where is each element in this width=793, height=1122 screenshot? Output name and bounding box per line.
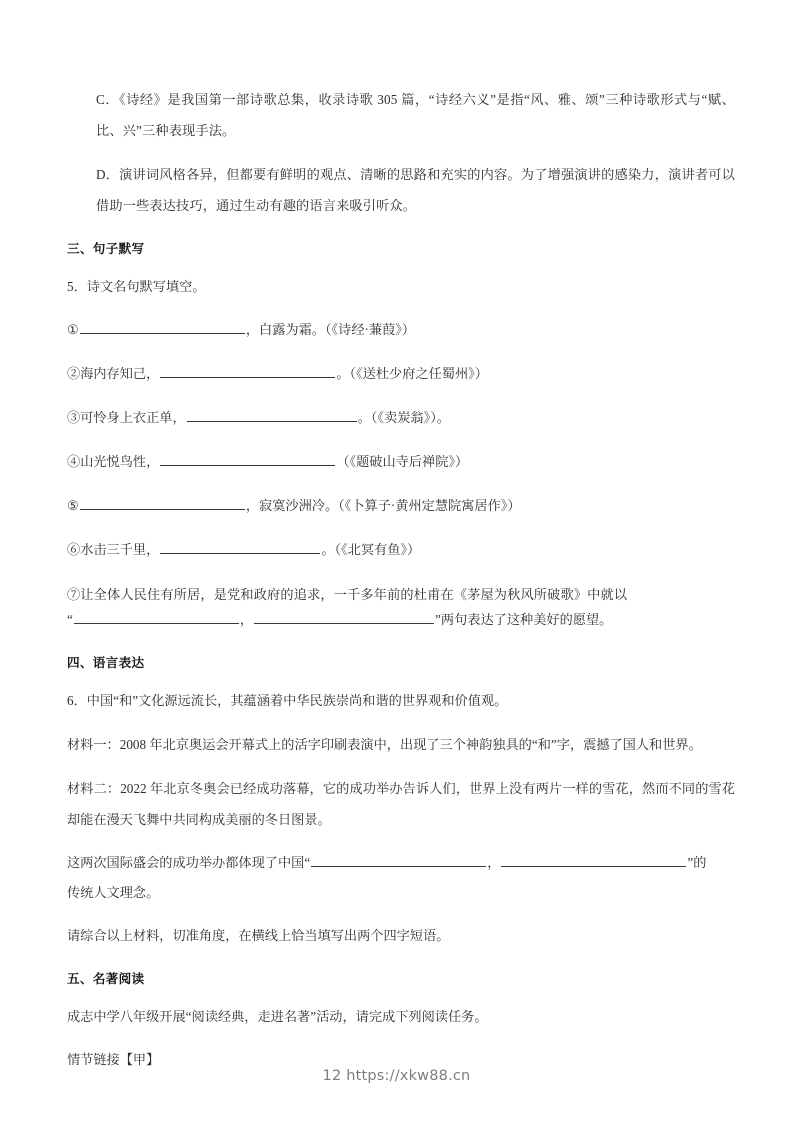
item-text: 。（《送杜少府之任蜀州》） — [336, 366, 488, 381]
dictation-item-7-blanks — [67, 605, 735, 635]
answer-blank[interactable] — [80, 318, 245, 334]
summary-fill-line — [67, 848, 735, 878]
material-two: 材料二：2022 年北京冬奥会已经成功落幕，它的成功举办告诉人们，世界上没有两片一样的雪花，然而不同的雪花却能在漫天飞舞中共同构成美丽的冬日图景。 — [67, 781, 735, 827]
answer-blank-b[interactable] — [254, 608, 434, 624]
dictation-item-7-lead: ⑦让全体人民住有所居，是党和政府的追求，一千多年前的杜甫在《茅屋为秋风所破歌》中就以 — [67, 587, 628, 602]
item-text: ，寂寞沙洲冷。（《卜算子·黄州定慧院寓居作》） — [245, 498, 521, 513]
answer-blank[interactable] — [160, 538, 320, 554]
item-text: ，白露为霜。（《诗经·蒹葭》） — [245, 322, 416, 337]
section-heading-four: 四、语言表达 — [67, 655, 145, 670]
item-marker: ④ — [67, 454, 81, 469]
item-marker: ① — [67, 322, 79, 337]
option-c: C．《诗经》是我国第一部诗歌总集，收录诗歌 305 篇，“诗经六义”是指“风、雅、颂”三种诗歌形式与“赋、比、兴”三种表现手法。 — [96, 92, 735, 138]
summary-blank-b[interactable] — [501, 851, 686, 867]
item-lead: 山光悦鸟性， — [80, 454, 160, 469]
answer-blank[interactable] — [160, 450, 335, 466]
item-lead: 海内存知己， — [80, 366, 160, 381]
item-marker: ⑤ — [67, 498, 79, 513]
summary-lead: 这两次国际盛会的成功举办都体现了中国“ — [67, 855, 311, 870]
question-5: 5．诗文名句默写填空。 — [67, 279, 206, 294]
dictation-item-4 — [67, 447, 735, 477]
dictation-item-2 — [67, 359, 735, 389]
item-marker: ③ — [67, 410, 81, 425]
material-one: 材料一：2008 年北京奥运会开幕式上的活字印刷表演中，出现了三个神韵独具的“和”字，震撼了国人和世界。 — [67, 737, 702, 752]
option-d: D．演讲词风格各异，但都要有鲜明的观点、清晰的思路和充实的内容。为了增强演讲的感染力，演讲者可以借助一些表达技巧，通过生动有趣的语言来吸引听众。 — [96, 167, 735, 213]
summary-blank-a[interactable] — [311, 851, 486, 867]
quote-open: “ — [67, 612, 73, 627]
section-heading-three: 三、句子默写 — [67, 241, 145, 256]
item-text: 。（《卖炭翁》）。 — [357, 410, 450, 425]
item-marker: ⑥ — [67, 542, 81, 557]
blank-separator: ， — [487, 855, 501, 870]
question-6: 6．中国“和”文化源远流长，其蕴涵着中华民族崇尚和谐的世界观和价值观。 — [67, 693, 508, 708]
answer-blank[interactable] — [160, 362, 335, 378]
item-text: （《题破山寺后禅院》） — [336, 454, 469, 469]
dictation-item-list — [67, 315, 735, 635]
item-lead: 水击三千里， — [80, 542, 160, 557]
section-heading-five: 五、名著阅读 — [67, 971, 145, 986]
page-footer-watermark: 12 https://xkw88.cn — [322, 1068, 471, 1084]
answer-blank[interactable] — [187, 406, 357, 422]
item-text: 。（《北冥有鱼》） — [321, 542, 421, 557]
dictation-item-3 — [67, 403, 735, 433]
quote-close: ” — [435, 612, 441, 627]
dictation-item-1 — [67, 315, 735, 345]
answer-blank[interactable] — [80, 494, 245, 510]
answer-blank-a[interactable] — [74, 608, 239, 624]
item-marker: ② — [67, 366, 81, 381]
item-lead: 可怜身上衣正单， — [80, 410, 186, 425]
blank-separator: ， — [239, 612, 254, 627]
dictation-item-6 — [67, 535, 735, 565]
section-five-intro: 成志中学八年级开展“阅读经典，走进名著”活动，请完成下列阅读任务。 — [67, 1009, 488, 1024]
plot-link-label: 情节链接【甲】 — [67, 1052, 160, 1067]
item-tail: 两句表达了这种美好的愿望。 — [440, 612, 613, 627]
instruction-line: 请综合以上材料，切准角度，在横线上恰当填写出两个四字短语。 — [67, 928, 450, 943]
summary-tail: ”的 — [687, 855, 707, 870]
dictation-item-5 — [67, 491, 735, 521]
summary-second-line: 传统人文理念。 — [67, 885, 160, 900]
